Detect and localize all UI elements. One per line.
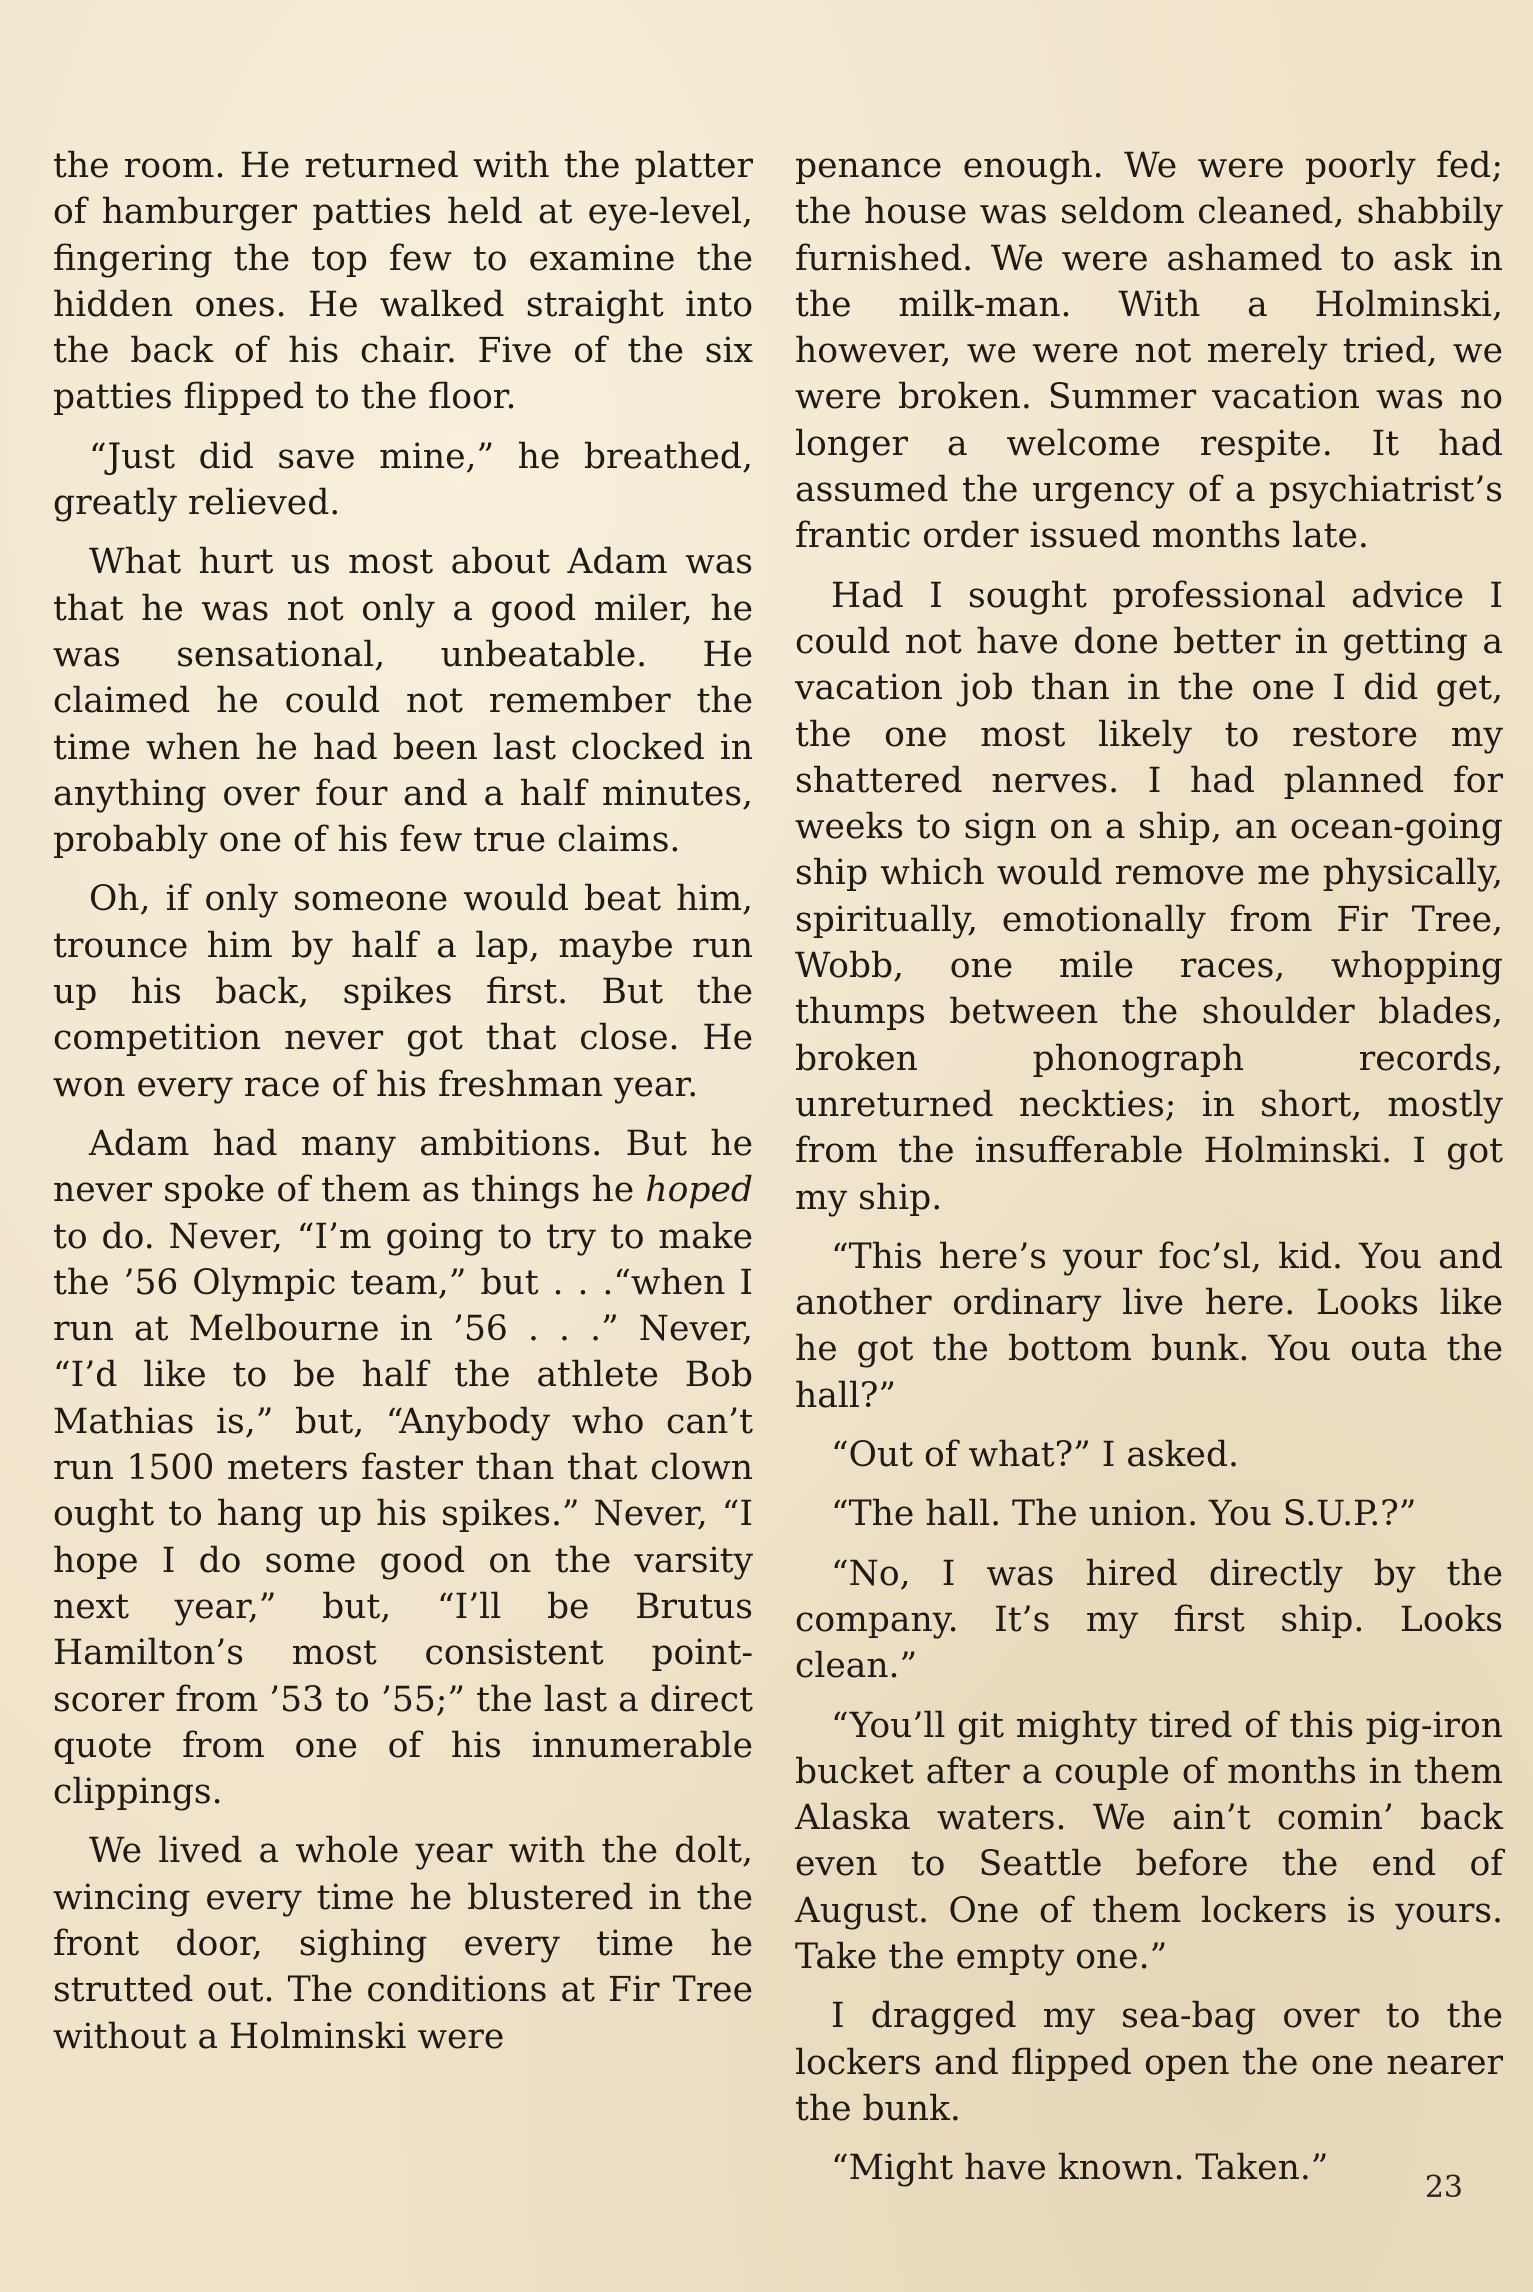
paragraph: the room. He returned with the platter of hamburger patties held at eye-level, fingering the top few to examine the hidden ones. He walked straight into the back of his chair. Five of the six patties flipped to the floor. [53,146,753,418]
paragraph: “Just did save mine,” he breathed, greatly relieved. [53,436,753,524]
paragraph: “Might have known. Taken.” [831,2148,1329,2189]
paragraph: “This here’s your foc’sl, kid. You and another ordinary live here. Looks like he got the bottom bunk. You outa the hall?” [795,1236,1503,1416]
paragraph: Had I sought professional advice I could not have done better in getting a vacation job than in the one I did get, the one most likely to restore my shattered nerves. I had planned for weeks to sign on a ship, an ocean-going ship which would remove me physically, spiritually, emotionally from Fir Tree, Wobb, one mile races, whopping thumps between the shoulder blades, broken phonograph records, unreturned neckties; in short, mostly from the insufferable Holminski. I got my ship. [795,575,1503,1218]
paragraph: We lived a whole year with the dolt, wincing every time he blustered in the front door, sighing every time he strutted out. The conditions at Fir Tree without a Holminski were [53,1831,753,2057]
paragraph: penance enough. We were poorly fed; the house was seldom cleaned, shabbily furnished. We were ashamed to ask in the milk-man. With a Holminski, however, we were not merely tried, we were broken. Summer vacation was no longer a welcome respite. It had assumed the urgency of a psychiatrist’s frantic order issued months late. [795,146,1503,557]
text-run: Adam had many ambitions. But he never spoke of them as things he [53,1123,753,1211]
paragraph: “The hall. The union. You S.U.P.?” [831,1494,1417,1535]
left-column [53,143,753,2073]
paragraph: I dragged my sea-bag over to the lockers and flipped open the one nearer the bunk. [795,1996,1503,2129]
italic-word: hoped [645,1170,753,1211]
right-column [795,143,1503,2204]
paragraph: “You’ll git mighty tired of this pig-iron bucket after a couple of months in them Alaska waters. We ain’t comin’ back even to Seattle before the end of August. One of them lockers is yours. Take the empty one.” [795,1705,1503,1977]
page-number: 23 [1424,2170,1463,2205]
paragraph: “Out of what?” I asked. [831,1435,1240,1476]
paragraph: Oh, if only someone would beat him, trounce him by half a lap, maybe run up his back, spikes first. But the competition never got that close. He won every race of his freshman year. [53,879,753,1105]
text-run: to do. Never, “I’m going to try to make the ’56 Olympic team,” but . . .“when I run at Melbourne in ’56 . . .” Never, “I’d like to be half the athlete Bob Mathias is,” but, “Anybody who can’t run 1500 meters faster than that clown ought to hang up his spikes.” Never, “I hope I do some good on the varsity next year,” but, “I’ll be Brutus Hamilton’s most consistent point-scorer from ’53 to ’55;” the last a direct quote from one of his innumerable clippings. [53,1216,753,1813]
paragraph: What hurt us most about Adam was that he was not only a good miler, he was sensational, unbeatable. He claimed he could not remember the time when he had been last clocked in anything over four and a half minutes, probably one of his few true claims. [53,542,753,861]
paragraph [53,1121,753,1815]
paragraph: “No, I was hired directly by the company. It’s my first ship. Looks clean.” [795,1553,1503,1687]
